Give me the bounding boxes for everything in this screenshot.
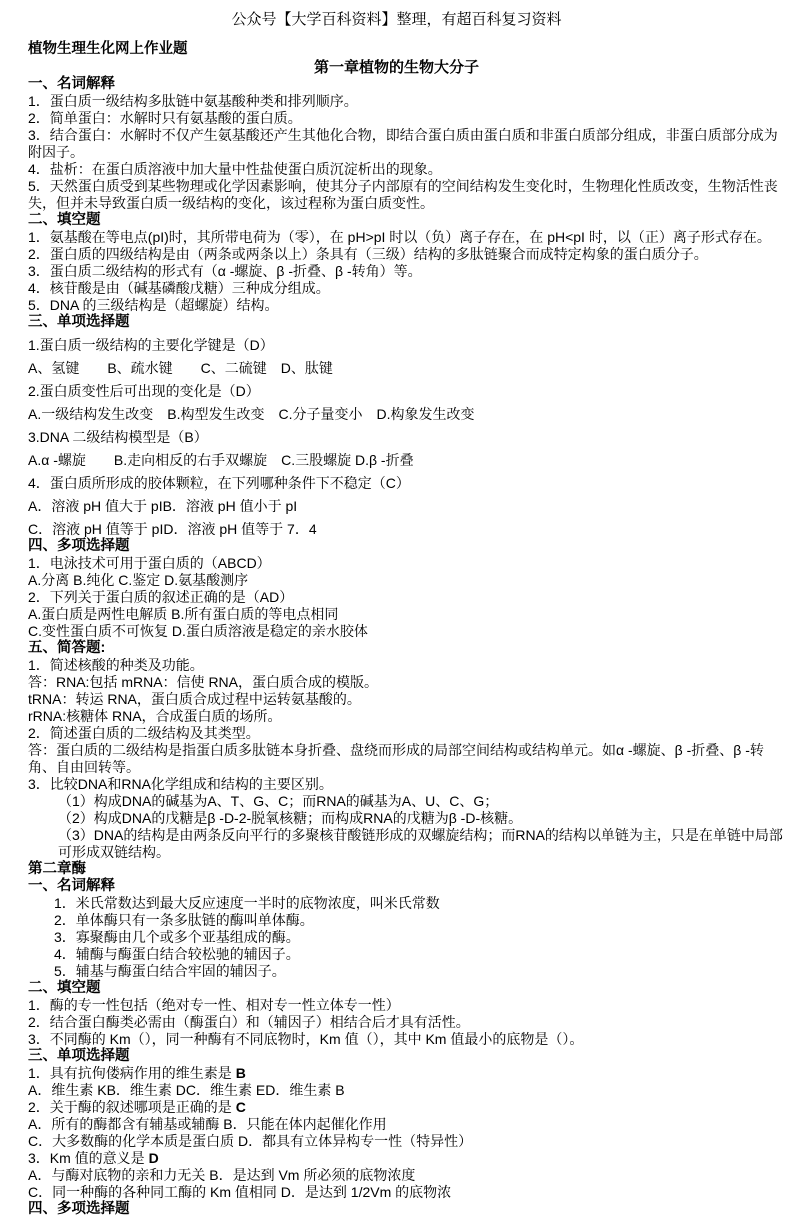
doc-title: 植物生理生化网上作业题 bbox=[28, 41, 188, 57]
text-line: 4．盐析：在蛋白质溶液中加大量中性盐使蛋白质沉淀析出的现象。 bbox=[28, 161, 442, 177]
text-line: （3）DNA的结构是由两条反向平行的多聚核苷酸链形成的双螺旋结构；而RNA的结构以单链为主，只是在单链中局部可形成双链结构。 bbox=[58, 827, 783, 860]
section-heading: 五、简答题: bbox=[28, 640, 106, 656]
text-line: 3．不同酶的 Km（），同一种酶有不同底物时，Km 值（），其中 Km 值最小的底物是（）。 bbox=[28, 1031, 584, 1047]
text-line: 1.蛋白质一级结构的主要化学键是（D） bbox=[28, 337, 274, 353]
text-line: 3.DNA 二级结构模型是（B） bbox=[28, 429, 208, 445]
answer-letter: C bbox=[235, 1099, 246, 1115]
text-line: 3．结合蛋白：水解时不仅产生氨基酸还产生其他化合物，即结合蛋白质由蛋白质和非蛋白质部分组成，非蛋白质部分成为附因子。 bbox=[28, 127, 778, 160]
section-heading: 第二章酶 bbox=[28, 861, 86, 877]
section-heading: 四、多项选择题 bbox=[28, 538, 130, 554]
text-line: 1．酶的专一性包括（绝对专一性、相对专一性立体专一性） bbox=[28, 997, 400, 1013]
document-body bbox=[28, 59, 787, 1218]
text-line: 4．辅酶与酶蛋白结合较松驰的辅因子。 bbox=[54, 946, 300, 962]
text-line: 答：RNA:包括 mRNA：信使 RNA，蛋白质合成的模版。 bbox=[28, 674, 379, 690]
text-line: A、氢键 B、疏水键 C、二硫键 D、肽键 bbox=[28, 360, 333, 376]
text-line: 5．辅基与酶蛋白结合牢固的辅因子。 bbox=[54, 963, 286, 979]
text-line: 2．简单蛋白：水解时只有氨基酸的蛋白质。 bbox=[28, 110, 302, 126]
text-line: C．大多数酶的化学本质是蛋白质 D．都具有立体异构专一性（特异性） bbox=[28, 1133, 473, 1149]
text-line: 3．比较DNA和RNA化学组成和结构的主要区别。 bbox=[28, 776, 333, 792]
text-line: 2．下列关于蛋白质的叙述正确的是（AD） bbox=[28, 589, 294, 605]
text-line: 4．核苷酸是由（碱基磷酸戊糖）三种成分组成。 bbox=[28, 280, 330, 296]
text-line: 1．简述核酸的种类及功能。 bbox=[28, 657, 204, 673]
text-line: 4．蛋白质所形成的胶体颗粒，在下列哪种条件下不稳定（C） bbox=[28, 475, 410, 491]
text-line: 2．简述蛋白质的二级结构及其类型。 bbox=[28, 725, 260, 741]
text-line: A．所有的酶都含有辅基或辅酶 B．只能在体内起催化作用 bbox=[28, 1116, 387, 1132]
text-line: C.变性蛋白质不可恢复 D.蛋白质溶液是稳定的亲水胶体 bbox=[28, 623, 368, 639]
text-line: 2．蛋白质的四级结构是由（两条或两条以上）条具有（三级）结构的多肽链聚合而成特定构象的蛋白质分子。 bbox=[28, 246, 708, 262]
text-line: rRNA:核糖体 RNA，合成蛋白质的场所。 bbox=[28, 708, 282, 724]
text-line: （2）构成DNA的戊糖是β -D-2-脱氧核糖；而构成RNA的戊糖为β -D-核糖。 bbox=[58, 810, 523, 826]
text-line: 2．结合蛋白酶类必需由（酶蛋白）和（辅因子）相结合后才具有活性。 bbox=[28, 1014, 470, 1030]
text-line: A.α -螺旋 B.走向相反的右手双螺旋 C.三股螺旋 D.β -折叠 bbox=[28, 452, 414, 468]
text-line: 1．氨基酸在等电点(pI)时，其所带电荷为（零），在 pH>pI 时以（负）离子存在，在 pH<pI 时，以（正）离子形式存在。 bbox=[28, 229, 771, 245]
text-line: 答：蛋白质的二级结构是指蛋白质多肽链本身折叠、盘绕而形成的局部空间结构或结构单元。如α -螺旋、β -折叠、β -转角、自由回转等。 bbox=[28, 742, 764, 775]
text-line: 1．电泳技术可用于蛋白质的（ABCD） bbox=[28, 555, 271, 571]
text-line: 1．米氏常数达到最大反应速度一半时的底物浓度，叫米氏常数 bbox=[54, 895, 440, 911]
text-line: 3．寡聚酶由几个或多个亚基组成的酶。 bbox=[54, 929, 300, 945]
section-heading: 二、填空题 bbox=[28, 980, 101, 996]
text-line: A．与酶对底物的亲和力无关 B．是达到 Vm 所必须的底物浓度 bbox=[28, 1167, 416, 1183]
section-heading: 一、名词解释 bbox=[28, 76, 115, 92]
text-line: C．同一种酶的各种同工酶的 Km 值相同 D．是达到 1/2Vm 的底物浓 bbox=[28, 1184, 452, 1200]
text-line: 2．关于酶的叙述哪项是正确的是 C bbox=[28, 1099, 246, 1115]
text-line: 3．Km 值的意义是 D bbox=[28, 1150, 159, 1166]
chapter-title: 第一章植物的生物大分子 bbox=[313, 59, 479, 76]
section-heading: 一、名词解释 bbox=[28, 878, 115, 894]
text-line: 5．天然蛋白质受到某些物理或化学因素影响，使其分子内部原有的空间结构发生变化时，生物理化性质改变，生物活性丧失，但并未导致蛋白质一级结构的变化，该过程称为蛋白质变性。 bbox=[28, 178, 778, 211]
text-line: A.分离 B.纯化 C.鉴定 D.氨基酸测序 bbox=[28, 572, 249, 588]
text-line: A．维生素 KB．维生素 DC．维生素 ED．维生素 B bbox=[28, 1082, 345, 1098]
answer-letter: B bbox=[235, 1065, 246, 1081]
text-line: 3．蛋白质二级结构的形式有（α -螺旋、β -折叠、β -转角）等。 bbox=[28, 263, 422, 279]
text-line: A．溶液 pH 值大于 pIB．溶液 pH 值小于 pI bbox=[28, 498, 298, 514]
section-heading: 三、单项选择题 bbox=[28, 1048, 130, 1064]
text-line: 2.蛋白质变性后可出现的变化是（D） bbox=[28, 383, 260, 399]
text-line: 2．单体酶只有一条多肽链的酶叫单体酶。 bbox=[54, 912, 314, 928]
text-line: C．溶液 pH 值等于 pID．溶液 pH 值等于 7．4 bbox=[28, 521, 317, 537]
text-line: 5．DNA 的三级结构是（超螺旋）结构。 bbox=[28, 297, 279, 313]
text-line: tRNA：转运 RNA，蛋白质合成过程中运转氨基酸的。 bbox=[28, 691, 361, 707]
section-heading: 三、单项选择题 bbox=[28, 314, 130, 330]
section-heading: 四、多项选择题 bbox=[28, 1201, 130, 1217]
text-line: 1．具有抗佝偻病作用的维生素是 B bbox=[28, 1065, 246, 1081]
answer-letter: D bbox=[148, 1150, 159, 1166]
text-line: （1）构成DNA的碱基为A、T、G、C；而RNA的碱基为A、U、C、G； bbox=[58, 793, 499, 809]
section-heading: 二、填空题 bbox=[28, 212, 101, 228]
text-line: 1．蛋白质一级结构多肽链中氨基酸种类和排列顺序。 bbox=[28, 93, 358, 109]
header-note: 公众号【大学百科资料】整理，有超百科复习资料 bbox=[231, 12, 562, 28]
text-line: A.一级结构发生改变 B.构型发生改变 C.分子量变小 D.构象发生改变 bbox=[28, 406, 475, 422]
text-line: A.蛋白质是两性电解质 B.所有蛋白质的等电点相同 bbox=[28, 606, 339, 622]
